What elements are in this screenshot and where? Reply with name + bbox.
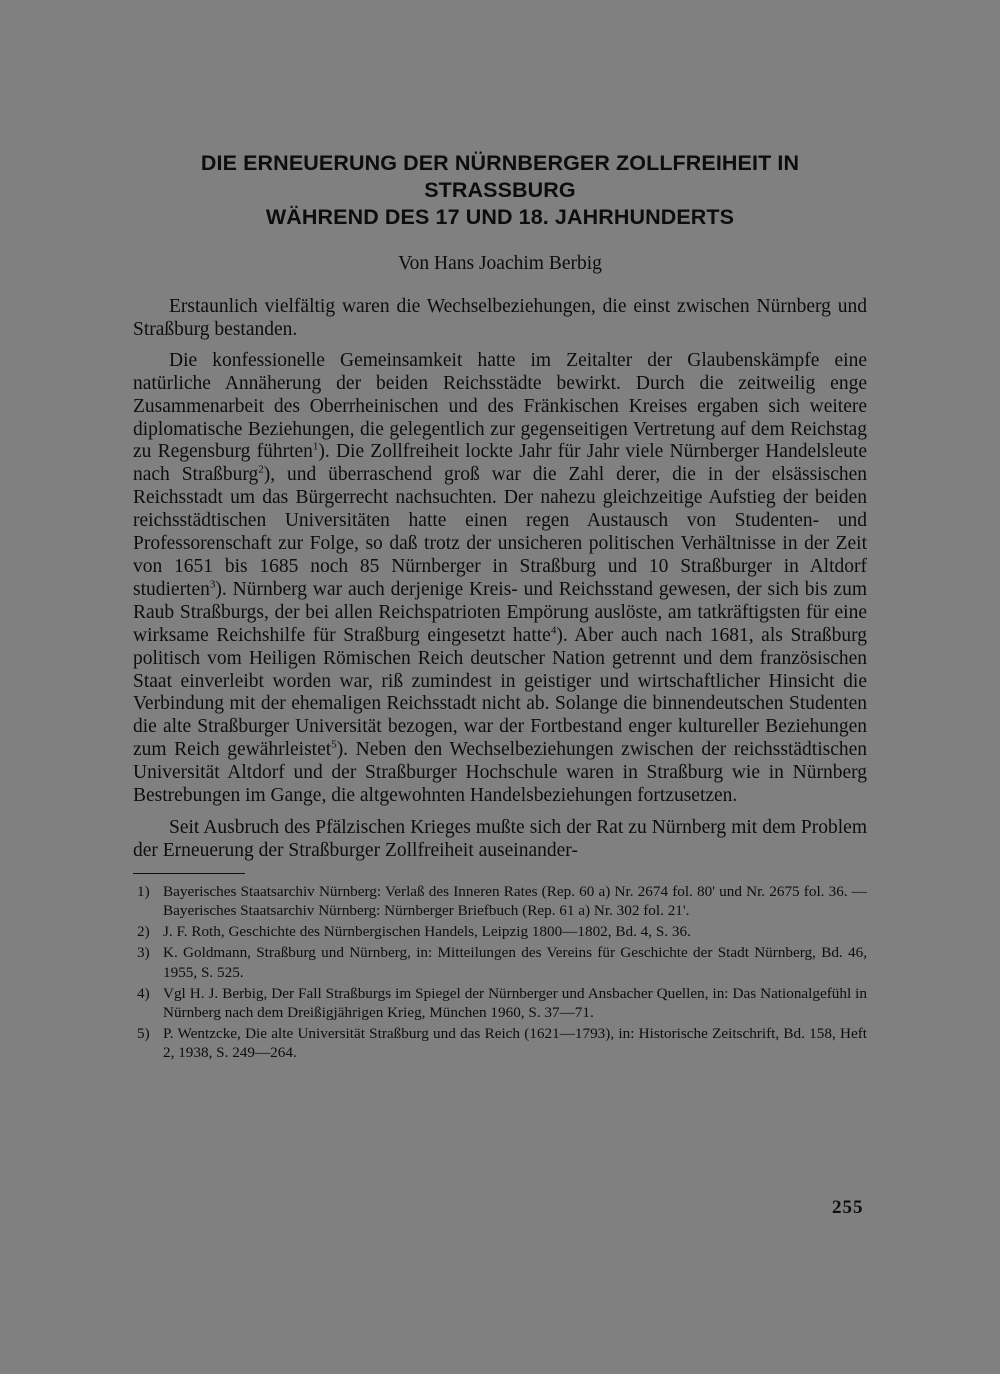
footnote-text: Vgl H. J. Berbig, Der Fall Straßburgs im Spiegel der Nürnberger und Ansbacher Quellen, in: Das Nationalgefühl in Nürnberg nach dem Dreißigjährigen Krieg, München 1960, S. 37—71. bbox=[163, 984, 867, 1021]
footnote-ref-2: 2 bbox=[258, 463, 264, 476]
footnote-mark: 5) bbox=[137, 1025, 150, 1043]
page-content bbox=[133, 150, 867, 1065]
footnote-ref-3: 3 bbox=[209, 578, 216, 591]
footnote-text: J. F. Roth, Geschichte des Nürnbergischen Handels, Leipzig 1800—1802, Bd. 4, S. 36. bbox=[163, 923, 691, 941]
paragraph-2-text-f: ). Neben den Wechselbeziehungen zwischen der reichsstädtischen Universität Altdorf und der Straßburger Hochschule waren in Straßburg wie in Nürnberg Bestrebungen im Gange, die altgewohnten Handelsbeziehungen fortzusetzen. bbox=[133, 739, 868, 807]
footnote-text: Bayerisches Staatsarchiv Nürnberg: Verlaß des Inneren Rates (Rep. 60 a) Nr. 2674 fol. 80' und Nr. 2675 fol. 36. — Bayerisches Staatsarchiv Nürnberg: Nürnberger Briefbuch (Rep. 61 a) Nr. 302 fol. 21'. bbox=[163, 882, 867, 919]
paragraph-2-text-c: ), und überraschend groß war die Zahl derer, die in der elsässischen Reichsstadt um das Bürgerrecht nachsuchten. Der nahezu gleichzeitige Aufstieg der beiden reichsstädtischen Universitäten hatte einen regen Austausch von Studenten- und Professorenschaft zur Folge, so daß trotz der unsicheren politischen Verhältnisse in der Zeit von 1651 bis 1685 noch 85 Nürnberger in Straßburg und 10 Straßburger in Altdorf studierten bbox=[133, 464, 867, 600]
footnote-ref-5: 5 bbox=[331, 738, 337, 751]
footnote-ref-4: 4 bbox=[550, 624, 557, 637]
footnote-mark: 1) bbox=[137, 882, 150, 900]
article-title bbox=[133, 150, 867, 231]
paragraph-2-text-a: Die konfessionelle Gemeinsamkeit hatte im Zeitalter der Glaubenskämpfe eine natürliche Annäherung der beiden Reichsstädte bewirkt. Durch die zeitweilig enge Zusammenarbeit des Oberrheinischen und des Fränkischen Kreises ergaben sich weitere diplomatische Beziehungen, die gelegentlich zur gegenseitigen Vertretung auf dem Reichstag zu Regensburg führten bbox=[133, 349, 867, 463]
paragraph-2 bbox=[133, 350, 867, 808]
footnotes bbox=[137, 882, 867, 1063]
footnote-2 bbox=[137, 922, 867, 941]
footnote-mark: 2) bbox=[137, 923, 150, 941]
title-line-2: WÄHREND DES 17 UND 18. JAHRHUNDERTS bbox=[265, 205, 735, 229]
footnote-ref-1: 1 bbox=[312, 440, 319, 453]
page-number: 255 bbox=[832, 1197, 864, 1218]
footnote-mark: 4) bbox=[137, 984, 150, 1002]
paragraph-1: Erstaunlich vielfältig waren die Wechselbeziehungen, die einst zwischen Nürnberg und Straßburg bestanden. bbox=[133, 296, 867, 340]
title-line-1: DIE ERNEUERUNG DER NÜRNBERGER ZOLLFREIHEIT IN STRASSBURG bbox=[200, 151, 800, 202]
paragraph-2-text-e: ). Aber auch nach 1681, als Straßburg politisch vom Heiligen Römischen Reich deutscher Nation getrennt und dem französischen Staat einverleibt worden war, riß zumindest in geistiger und wirtschaftlicher Hinsicht die Verbindung mit der ehemaligen Reichsstadt nicht ab. Solange die binnendeutschen Studenten die alte Straßburger Universität bezogen, war der Fortbestand enger kultureller Beziehungen zum Reich gewährleistet bbox=[133, 624, 868, 761]
footnote-1 bbox=[137, 882, 867, 920]
paragraph-3: Seit Ausbruch des Pfälzischen Krieges mußte sich der Rat zu Nürnberg mit dem Problem der Erneuerung der Straßburger Zollfreiheit auseinander- bbox=[133, 816, 867, 861]
footnote-separator bbox=[133, 873, 245, 874]
footnote-mark: 3) bbox=[137, 944, 150, 962]
footnote-text: P. Wentzcke, Die alte Universität Straßburg und das Reich (1621—1793), in: Historische Zeitschrift, Bd. 158, Heft 2, 1938, S. 249—264. bbox=[163, 1025, 867, 1062]
paragraph-2-text-b: ). Die Zollfreiheit lockte Jahr für Jahr viele Nürnberger Handelsleute nach Straßburg bbox=[133, 441, 868, 486]
footnote-5 bbox=[137, 1024, 867, 1062]
footnote-3 bbox=[137, 943, 867, 981]
paragraph-2-text-d: ). Nürnberg war auch derjenige Kreis- und Reichsstand gewesen, der sich bis zum Raub Straßburgs, der bei allen Reichspatrioten Empörung auslöste, am tatkräftigsten für eine wirksame Reichshilfe für Straßburg eingesetzt hatte bbox=[133, 578, 867, 646]
footnote-4 bbox=[137, 984, 867, 1022]
author-byline: Von Hans Joachim Berbig bbox=[398, 253, 602, 274]
footnote-text: K. Goldmann, Straßburg und Nürnberg, in: Mitteilungen des Vereins für Geschichte der Stadt Nürnberg, Bd. 46, 1955, S. 525. bbox=[163, 944, 867, 981]
